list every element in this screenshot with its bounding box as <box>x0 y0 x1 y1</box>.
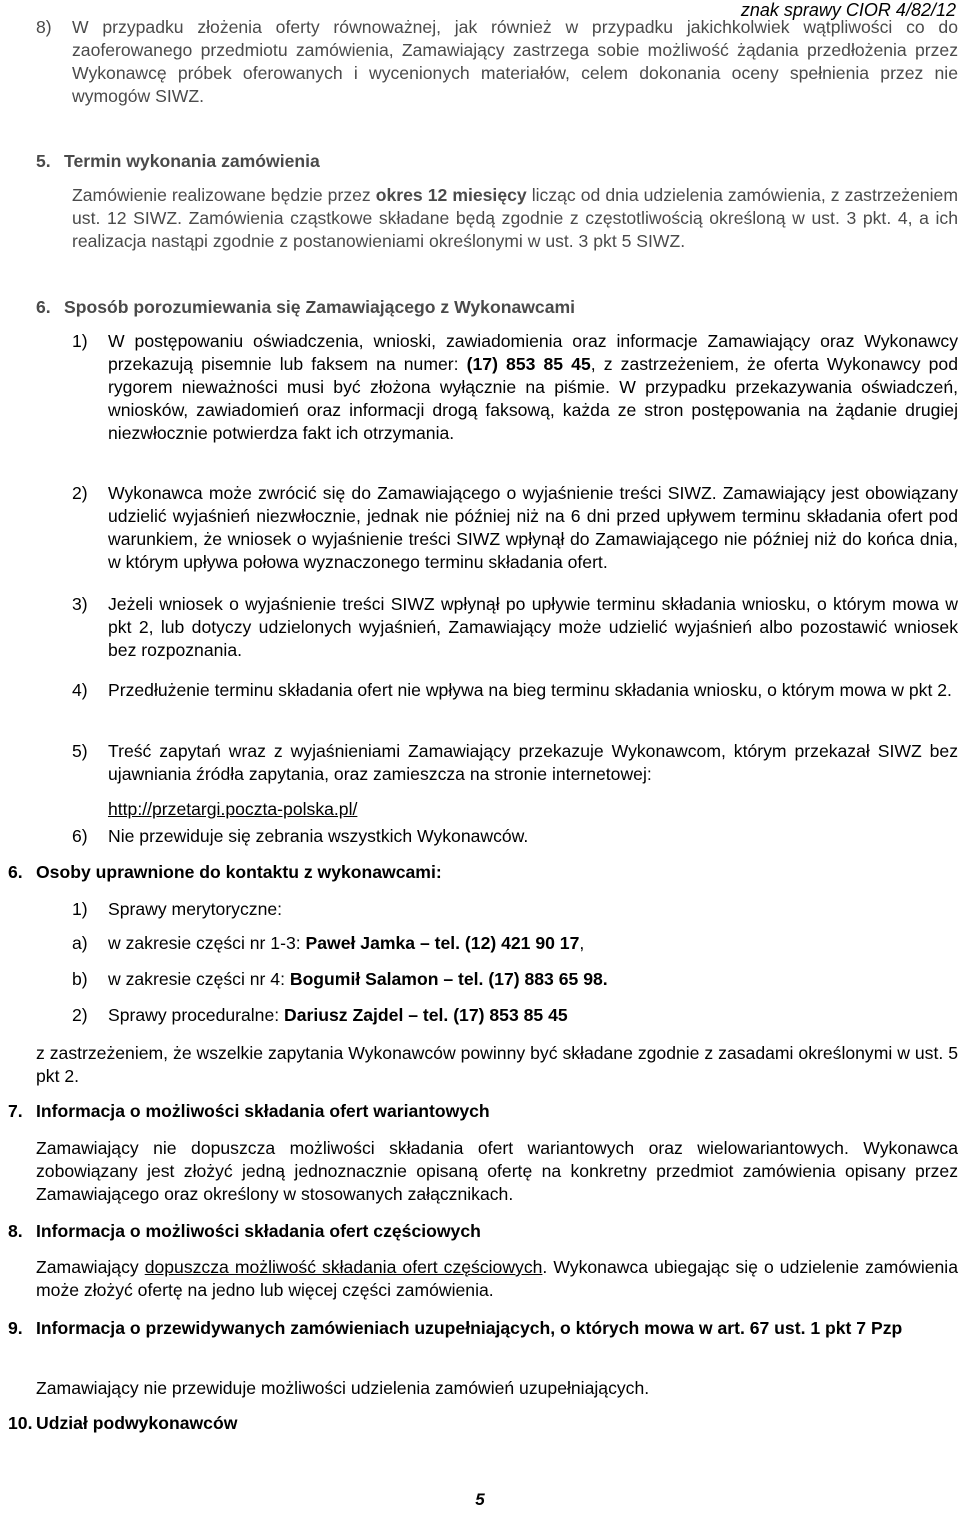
document-reference: znak sprawy CIOR 4/82/12 <box>740 0 956 20</box>
list-item-6a-3 <box>36 593 958 662</box>
text-run: licząc od dnia udzielenia zamówienia, z zastrzeżeniem ust. 12 SIWZ. Zamówienia cząstkowe składane będą zgodnie z częstotliwością określoną w ust. 3 pkt. 4, a ich realizacja nastąpi zgodnie z postanowieniami określonymi w ust. 3 pkt 5 SIWZ. <box>72 185 958 251</box>
list-text: Sprawy merytoryczne: <box>108 899 283 919</box>
list-text <box>108 330 958 445</box>
list-label: 6) <box>72 826 88 846</box>
list-item-8 <box>36 16 958 108</box>
list-label: 1) <box>72 899 88 919</box>
list-text <box>108 1004 958 1027</box>
section-heading-8 <box>8 1220 481 1243</box>
list-item-6a-2 <box>36 482 958 574</box>
text-run: Zamówienie realizowane będzie przez <box>72 185 376 205</box>
list-item-6b-2 <box>36 1004 958 1027</box>
section-9-body <box>36 1377 958 1400</box>
list-text: Treść zapytań wraz z wyjaśnieniami Zamawiający przekazuje Wykonawcom, którym przekazał SIWZ bez ujawniania źródła zapytania, oraz zamieszcza na stronie internetowej: <box>108 741 958 784</box>
list-text: Jeżeli wniosek o wyjaśnienie treści SIWZ wpłynął po upływie terminu składania wniosku, o którym mowa w pkt 2, lub dotyczy udzielonych wyjaśnień, Zamawiający może udzielić wyjaśnień albo pozostawić wniosek bez rozpoznania. <box>108 594 958 660</box>
list-item-6a-6 <box>36 825 958 848</box>
section-6b-note <box>36 1042 958 1088</box>
section-heading-5 <box>36 150 320 173</box>
section-number: 6. <box>36 297 51 317</box>
section-heading-9 <box>8 1317 958 1340</box>
text-run-bold: okres 12 miesięcy <box>375 185 527 205</box>
list-label: 2) <box>72 483 88 503</box>
list-text: Nie przewiduje się zebrania wszystkich Wykonawców. <box>108 826 529 846</box>
section-5-body <box>36 184 958 253</box>
page-number: 5 <box>475 1490 485 1509</box>
list-label: 8) <box>36 17 52 37</box>
contact-person: Paweł Jamka – tel. (12) 421 90 17 <box>305 933 580 953</box>
section-number: 6. <box>8 862 23 882</box>
list-label: 1) <box>72 331 88 351</box>
note-text: z zastrzeżeniem, że wszelkie zapytania Wykonawców powinny być składane zgodnie z zasadami określonymi w ust. 5 pkt 2. <box>36 1043 958 1086</box>
section-number: 7. <box>8 1101 23 1121</box>
section-title: Udział podwykonawców <box>36 1413 238 1433</box>
section-8-body <box>36 1256 958 1302</box>
section-title: Informacja o możliwości składania ofert wariantowych <box>36 1101 490 1121</box>
list-item-6a-1 <box>36 330 958 445</box>
fax-number: (17) 853 85 45 <box>466 354 591 374</box>
list-label: 5) <box>72 741 88 761</box>
text-run-underlined: dopuszcza możliwość składania ofert częściowych <box>144 1257 543 1277</box>
section-title: Informacja o możliwości składania ofert częściowych <box>36 1221 481 1241</box>
text-run: , <box>579 933 585 953</box>
text-run: Sprawy proceduralne: <box>108 1005 285 1025</box>
section-number: 5. <box>36 151 51 171</box>
list-label: 2) <box>72 1005 88 1025</box>
list-label: a) <box>72 933 88 953</box>
section-7-body <box>36 1137 958 1206</box>
contact-person: Bogumił Salamon – tel. (17) 883 65 98. <box>289 969 608 989</box>
section-number: 9. <box>8 1318 23 1338</box>
text-run: W postępowaniu oświadczenia, wnioski, zawiadomienia oraz informacje Zamawiający oraz Wykonawcy przekazują pisemnie lub faksem na numer: <box>108 331 958 374</box>
section-7-text: Zamawiający nie dopuszcza możliwości składania ofert wariantowych oraz wielowariantowych. Wykonawca zobowiązany jest złożyć jedną jednoznacznie opisaną ofertę na konkretny przedmiot zamówienia opisany przez Zamawiającego oraz określony w stosowanych załącznikach. <box>36 1138 958 1204</box>
list-label: 3) <box>72 594 88 614</box>
section-5-text <box>72 184 958 253</box>
list-text: Przedłużenie terminu składania ofert nie wpływa na bieg terminu składania wniosku, o którym mowa w pkt 2. <box>108 680 952 700</box>
list-text: W przypadku złożenia oferty równoważnej, jak również w przypadku jakichkolwiek wątpliwości co do zaoferowanego przedmiotu zamówienia, Zamawiający zastrzega sobie możliwość żądania przedłożenia przez Wykonawcę próbek oferowanych i wycenionych materiałów, celem dokonania oceny spełnienia przez nie wymogów SIWZ. <box>72 17 958 106</box>
section-heading-6a <box>36 296 575 319</box>
section-number: 10. <box>8 1413 33 1433</box>
website-link[interactable]: http://przetargi.poczta-polska.pl/ <box>108 799 358 819</box>
list-item-6a-5 <box>36 740 958 821</box>
list-text <box>108 932 958 955</box>
url-line <box>108 798 958 821</box>
section-heading-7 <box>8 1100 490 1123</box>
list-label: b) <box>72 969 88 989</box>
section-number: 8. <box>8 1221 23 1241</box>
text-run: w zakresie części nr 4: <box>108 969 290 989</box>
text-run: , z zastrzeżeniem, że oferta Wykonawcy pod rygorem nieważności musi być złożona wyłącznie na piśmie. W przypadku przekazywania oświadczeń, wniosków, zawiadomień oraz informacji drogą faksową, każda ze stron postępowania na żądanie drugiej niezwłocznie potwierdza fakt ich otrzymania. <box>108 354 958 443</box>
contact-person: Dariusz Zajdel – tel. (17) 853 85 45 <box>284 1005 568 1025</box>
text-run: . Wykonawca ubiegając się o udzielenie zamówienia może złożyć ofertę na jedno lub więcej części zamówienia. <box>36 1257 958 1300</box>
list-text: Wykonawca może zwrócić się do Zamawiającego o wyjaśnienie treści SIWZ. Zamawiający jest obowiązany udzielić wyjaśnień niezwłocznie, jednak nie później niż na 6 dni przed upływem terminu składania ofert pod warunkiem, że wniosek o wyjaśnienie treści SIWZ wpłynął do Zamawiającego nie później niż do końca dnia, w którym upływa połowa wyznaczonego terminu składania ofert. <box>108 483 958 572</box>
section-title: Termin wykonania zamówienia <box>64 151 320 171</box>
list-item-6a-4 <box>36 679 958 702</box>
section-title: Sposób porozumiewania się Zamawiającego z Wykonawcami <box>64 297 576 317</box>
section-9-text: Zamawiający nie przewiduje możliwości udzielenia zamówień uzupełniających. <box>36 1378 650 1398</box>
list-item-6b-1 <box>36 898 958 921</box>
text-run: w zakresie części nr 1-3: <box>108 933 306 953</box>
list-text <box>108 968 958 991</box>
list-label: 4) <box>72 680 88 700</box>
text-run: Zamawiający <box>36 1257 145 1277</box>
section-title: Osoby uprawnione do kontaktu z wykonawcami: <box>36 862 442 882</box>
section-heading-6b <box>8 861 442 884</box>
list-item-6b-b <box>36 968 958 991</box>
list-item-6b-a <box>36 932 958 955</box>
section-heading-10 <box>8 1412 237 1435</box>
section-8-text <box>36 1256 958 1302</box>
section-title: Informacja o przewidywanych zamówieniach uzupełniających, o których mowa w art. 67 ust. 1 pkt 7 Pzp <box>36 1318 903 1338</box>
